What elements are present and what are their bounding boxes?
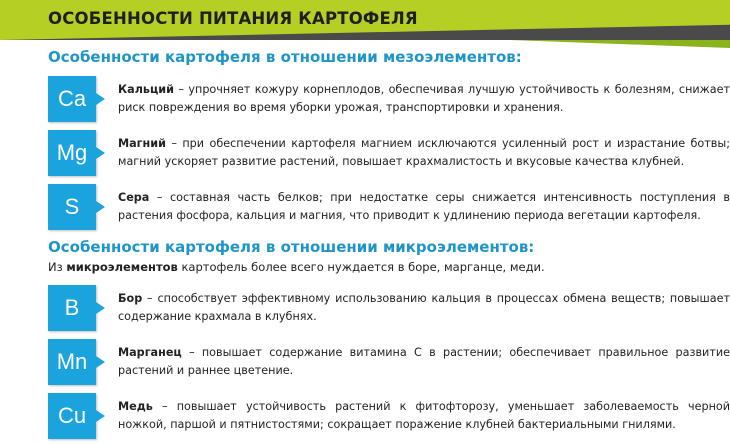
element-term: Бор	[118, 292, 143, 305]
element-term: Кальций	[118, 83, 174, 96]
intro-prefix: Из	[48, 260, 67, 274]
header-accent-stripe	[510, 40, 730, 48]
element-description	[118, 135, 730, 171]
element-item-sulfur	[48, 184, 730, 230]
intro-bold: микроэлементов	[66, 260, 178, 274]
element-tile-s: S	[48, 184, 96, 230]
element-item-copper	[48, 393, 730, 439]
element-description	[118, 290, 730, 326]
element-text: – способствует эффективному использованию кальция в процессах обмена веществ; повышает содержание крахмала в клубнях.	[118, 292, 730, 323]
element-text: – составная часть белков; при недостатке серы снижается интенсивность поступления в растения фосфора, кальция и магния, что приводит к удлинению периода вегетации картофеля.	[118, 191, 730, 222]
element-tile-b: B	[48, 285, 96, 331]
element-text: – при обеспечении картофеля магнием исключаются усиленный рост и израстание ботвы; магний ускоряет развитие растений, повышает крахмалистость и вкусовые качества клубней.	[118, 137, 730, 168]
element-term: Магний	[118, 137, 166, 150]
element-item-magnesium	[48, 130, 730, 176]
element-item-manganese	[48, 339, 730, 385]
micro-section-title: Особенности картофеля в отношении микроэлементов:	[48, 238, 535, 256]
element-text: – повышает устойчивость растений к фитофторозу, уменьшает заболеваемость черной ножкой, паршой и пятнистостями; сокращает поражение клубней бактериальными гнилями.	[118, 400, 730, 431]
micro-intro	[48, 260, 545, 274]
element-description	[118, 344, 730, 380]
element-tile-cu: Cu	[48, 393, 96, 439]
element-tile-ca: Ca	[48, 76, 96, 122]
element-item-calcium	[48, 76, 730, 122]
element-description	[118, 189, 730, 225]
element-item-boron	[48, 285, 730, 331]
element-term: Марганец	[118, 346, 182, 359]
element-tile-mn: Mn	[48, 339, 96, 385]
element-description	[118, 398, 730, 434]
element-term: Сера	[118, 191, 150, 204]
page-title: ОСОБЕННОСТИ ПИТАНИЯ КАРТОФЕЛЯ	[48, 9, 418, 28]
meso-section-title: Особенности картофеля в отношении мезоэлементов:	[48, 48, 522, 66]
element-text: – повышает содержание витамина С в растении; обеспечивает правильное развитие растений и раннее цветение.	[118, 346, 730, 377]
element-description	[118, 81, 730, 117]
element-text: – упрочняет кожуру корнеплодов, обеспечивая лучшую устойчивость к болезням, снижает риск повреждения во время уборки урожая, транспортировки и хранения.	[118, 83, 730, 114]
element-term: Медь	[118, 400, 153, 413]
intro-suffix: картофель более всего нуждается в боре, марганце, меди.	[177, 260, 545, 274]
element-tile-mg: Mg	[48, 130, 96, 176]
header-banner	[0, 0, 730, 40]
